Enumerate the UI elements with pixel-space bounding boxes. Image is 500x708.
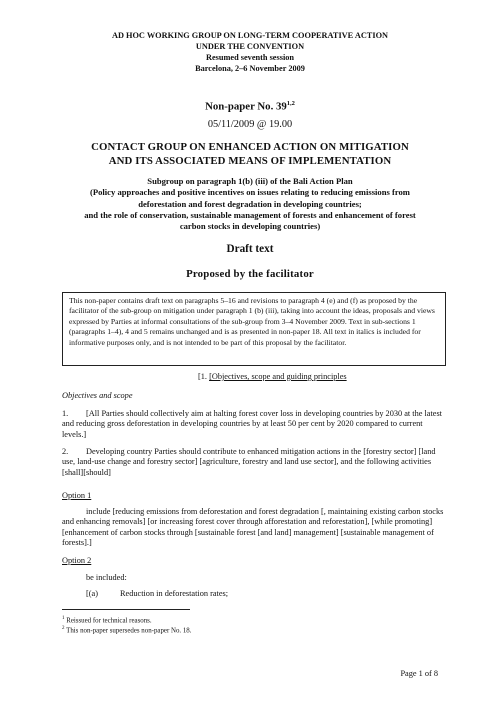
subgroup-line-3: deforestation and forest degradation in developing countries;	[138, 198, 362, 209]
header-line-4: Barcelona, 2–6 November 2009	[195, 64, 305, 73]
section-prefix: [1.	[198, 372, 210, 381]
objectives-subheading: Objectives and scope	[62, 391, 133, 400]
subgroup-line-1: Subgroup on paragraph 1(b) (iii) of the Bali Action Plan	[147, 176, 353, 186]
footnote-2	[62, 625, 191, 635]
contact-group-line-2: AND ITS ASSOCIATED MEANS OF IMPLEMENTATION	[108, 155, 392, 167]
list-item-a-label: [(a)	[86, 589, 98, 598]
page-number: Page 1 of 8	[400, 669, 438, 678]
date-stamp: 05/11/2009 @ 19.00	[207, 119, 293, 130]
section-heading	[198, 372, 347, 381]
footnote-2-mark: 2	[62, 626, 65, 631]
footnote-divider	[62, 609, 190, 610]
subgroup-line-4: and the role of conservation, sustainable management of forests and enhancement of forest	[84, 209, 416, 220]
paragraph-1-number: 1.	[62, 409, 69, 418]
header-line-2: UNDER THE CONVENTION	[195, 42, 305, 51]
contact-group-title	[40, 140, 460, 168]
paragraph-2	[62, 447, 444, 478]
subgroup-line-5: carbon stocks in developing countries)	[179, 221, 321, 232]
option-1-label: Option 1	[62, 491, 92, 500]
nonpaper-title-text: Non-paper No. 39	[205, 100, 287, 113]
footnote-1-text: Reissued for technical reasons.	[66, 617, 152, 625]
contact-group-line-1: CONTACT GROUP ON ENHANCED ACTION ON MITIGATION	[91, 141, 409, 153]
header-line-3: Resumed seventh session	[205, 53, 295, 62]
paragraph-2-number: 2.	[62, 447, 69, 456]
session-header	[60, 30, 440, 74]
nonpaper-footnote-marks: 1,2	[286, 100, 295, 107]
subgroup-line-2: (Policy approaches and positive incentives on issues relating to reducing emissions from	[90, 187, 410, 198]
intro-note-box: This non-paper contains draft text on paragraphs 5–16 and revisions to paragraph 4 (e) and (f) as proposed by the facilitator of the sub-group on mitigation under paragraph 1 (b) (iii), taking into account the ideas, proposals and views expressed by Parties at informal consultations of the sub-group from 3–4 November 2009. Text in sub-sections 1 (paragraphs 1–4), 4 and 5 remains unchanged and is as presented in non-paper 18. All text in italics is included for informative purposes only, and is not intended to be part of this proposal by the facilitator.	[62, 292, 446, 366]
section-title: [Objectives, scope and guiding principles	[209, 372, 347, 381]
draft-text-heading: Draft text	[226, 243, 274, 255]
nonpaper-title	[0, 97, 500, 114]
paragraph-1-text: [All Parties should collectively aim at halting forest cover loss in developing countries by 2030 at the latest and reducing gross deforestation in developing countries by at least 50 per cent by 2020 compared to current levels.]	[62, 409, 442, 439]
proposed-by-heading: Proposed by the facilitator	[186, 268, 314, 280]
option-1-text: include [reducing emissions from deforestation and forest degradation [, maintaining existing carbon stocks and enhancing removals] [or increasing forest cover through afforestation and reforestation], [while promoting][enhancement of carbon stocks through [sustainable forest [and land] management] [sustainable management of forests].]	[62, 507, 444, 548]
be-included-text: be included:	[86, 573, 127, 582]
list-item-a-text: Reduction in deforestation rates;	[120, 589, 229, 598]
option-2-label: Option 2	[62, 556, 92, 565]
subgroup-title	[50, 176, 450, 232]
footnote-2-text: This non-paper supersedes non-paper No. 18.	[66, 627, 192, 635]
footnote-1	[62, 615, 152, 625]
paragraph-1	[62, 409, 444, 440]
footnote-1-mark: 1	[62, 616, 65, 621]
header-line-1: AD HOC WORKING GROUP ON LONG-TERM COOPERATIVE ACTION	[111, 31, 389, 40]
paragraph-2-text: Developing country Parties should contribute to enhanced mitigation actions in the [forestry sector] [land use, land-use change and forestry sector] [agriculture, forestry and land use sector], and the following activities [shall][should]	[62, 447, 436, 477]
list-item-a	[86, 589, 228, 598]
